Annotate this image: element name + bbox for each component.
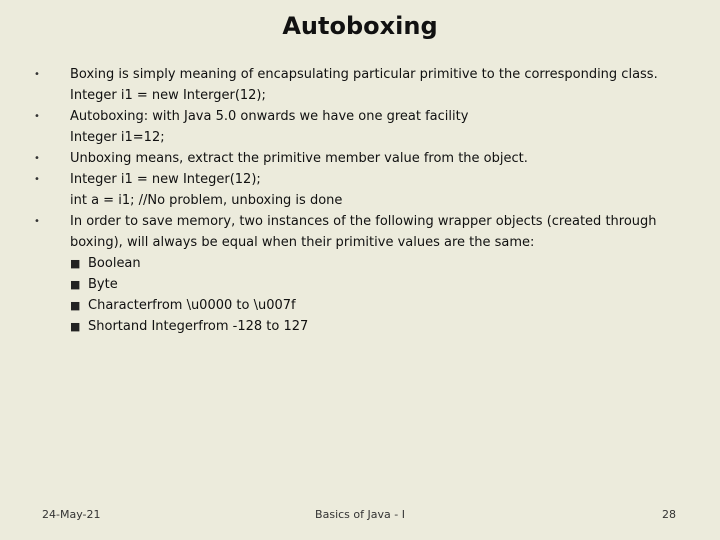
bullet-item xyxy=(30,64,670,106)
bullet-item xyxy=(30,148,670,169)
square-bullet-icon: ■ xyxy=(70,257,81,270)
bullet-line: boxing), will always be equal when their primitive values are the same: xyxy=(70,235,535,250)
bullet-line: int a = i1; //No problem, unboxing is done xyxy=(70,193,343,208)
bullet-line: Integer i1=12; xyxy=(70,130,165,145)
sub-item xyxy=(30,274,670,295)
bullet-line: In order to save memory, two instances of the following wrapper objects (created through xyxy=(70,214,657,229)
bullet-item xyxy=(30,169,670,211)
sub-item-text: Boolean xyxy=(88,256,141,271)
bullet-line: Unboxing means, extract the primitive member value from the object. xyxy=(70,151,528,166)
square-bullet-icon: ■ xyxy=(70,299,81,312)
sub-item-text: Byte xyxy=(88,277,118,292)
bullet-dot: • xyxy=(34,174,40,185)
bullet-line: Autoboxing: with Java 5.0 onwards we have one great facility xyxy=(70,109,469,124)
sub-item xyxy=(30,316,670,337)
square-bullet-icon: ■ xyxy=(70,278,81,291)
footer-title: Basics of Java - I xyxy=(315,508,405,521)
sub-item xyxy=(30,253,670,274)
sub-item-text: Characterfrom \u0000 to \u007f xyxy=(88,298,296,313)
bullet-item xyxy=(30,211,670,253)
sub-item-text: Shortand Integerfrom -128 to 127 xyxy=(88,319,309,334)
bullet-item xyxy=(30,106,670,148)
bullet-line: Boxing is simply meaning of encapsulating particular primitive to the corresponding class. xyxy=(70,67,658,82)
bullet-dot: • xyxy=(34,69,40,80)
footer-date: 24-May-21 xyxy=(42,508,101,521)
bullet-line: Integer i1 = new Interger(12); xyxy=(70,88,266,103)
bullet-dot: • xyxy=(34,111,40,122)
square-bullet-icon: ■ xyxy=(70,320,81,333)
bullet-line: Integer i1 = new Integer(12); xyxy=(70,172,261,187)
bullet-dot: • xyxy=(34,216,40,227)
page-number: 28 xyxy=(662,508,676,521)
slide-title: Autoboxing xyxy=(282,12,438,40)
slide-body xyxy=(30,64,670,337)
sub-item xyxy=(30,295,670,316)
bullet-dot: • xyxy=(34,153,40,164)
